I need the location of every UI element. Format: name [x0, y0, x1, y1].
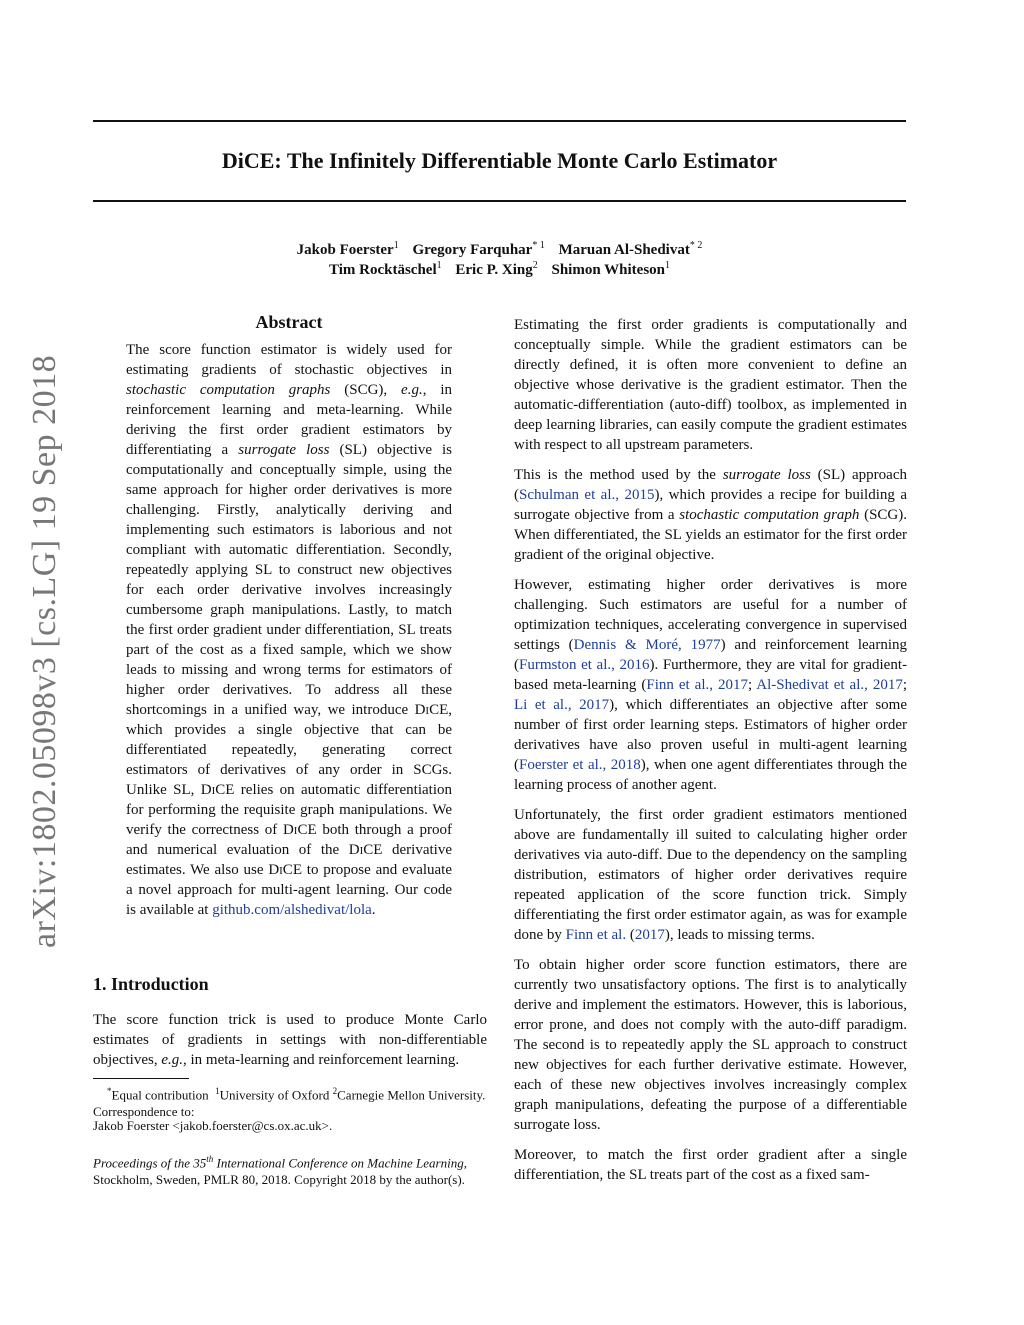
citation-link[interactable]: Foerster et al., 2018: [519, 757, 641, 773]
author: Eric P. Xing$^2$: [455, 260, 538, 278]
abstract-text: The score function estimator is widely used for estimating gradients of stochastic objectives in stochastic computation graphs (SCG), e.g., in reinforcement learning and meta-learning. While deriving the first order gradient estimators by differentiating a surrogate loss (SL) objective is computationally and conceptually simple, using the same approach for higher order derivatives is more challenging. Firstly, analytically deriving and implementing such estimators is laborious and not compliant with automatic differentiation. Secondly, repeatedly applying SL to construct new objectives for each order derivative involves increasingly cumbersome graph manipulations. Lastly, to match the first order gradient under differentiation, SL treats part of the cost as a fixed sample, which we show leads to missing and wrong terms for estimators of higher order derivatives. To address all these shortcomings in a unified way, we introduce DiCE, which provides a single objective that can be differentiated repeatedly, generating correct estimators of derivatives of any order in SCGs. Unlike SL, DiCE relies on automatic differentiation for performing the requisite graph manipulations. We verify the correctness of DiCE both through a proof and numerical evaluation of the DiCE derivative estimates. We also use DiCE to propose and evaluate a novel approach for multi-agent learning. Our code is available at github.com/alshedivat/lola.: [126, 342, 453, 918]
right-paragraph-5: To obtain higher order score function estimators, there are currently two unsatisfactory options. The first is to analytically derive and implement the estimators. However, this is laborious, error prone, and does not comply with the auto-diff paradigm. The second is to repeatedly apply the SL approach to construct new objectives for each further derivative estimate. However, each of these new objectives involves increasingly complex graph manipulations, defeating the purpose of a differentiable surrogate loss.: [514, 957, 907, 1133]
author: Tim Rocktäschel$^1$: [328, 260, 442, 278]
citation-link[interactable]: Dennis & Moré, 1977: [573, 637, 721, 653]
author: Gregory Farquhar$^{* 1}$: [412, 240, 545, 258]
footnote-proceedings: Proceedings of the 35th International Conference on Machine Learning, Stockholm, Sweden, PMLR 80, 2018. Copyright 2018 by the author(s).: [93, 1154, 467, 1188]
author: Jakob Foerster$^1$: [296, 240, 399, 258]
right-paragraph-2: This is the method used by the surrogate loss (SL) approach (Schulman et al., 2015), which provides a recipe for building a surrogate objective from a stochastic computation graph (SCG). When differentiated, the SL yields an estimator for the first order gradient of the original objective.: [514, 467, 908, 563]
introduction-paragraph: The score function trick is used to produce Monte Carlo estimates of gradients in settings with non-differentiable objectives, e.g., in meta-learning and reinforcement learning.: [93, 1012, 487, 1068]
title-top-rule: [93, 120, 906, 122]
introduction-heading: 1. Introduction: [93, 974, 209, 994]
right-paragraph-6: Moreover, to match the first order gradient after a single differentiation, the SL treats part of the cost as a fixed sam-: [514, 1147, 907, 1183]
arxiv-stamp: arXiv:1802.05098v3 [cs.LG] 19 Sep 2018: [26, 354, 63, 948]
abstract-heading: Abstract: [255, 312, 323, 332]
right-paragraph-3: However, estimating higher order derivatives is more challenging. Such estimators are useful for a number of optimization techniques, accelerating convergence in supervised settings (Dennis & Moré, 1977) and reinforcement learning (Furmston et al., 2016). Furthermore, they are vital for gradient-based meta-learning (Finn et al., 2017; Al-Shedivat et al., 2017; Li et al., 2017), which differentiates an objective after some number of first order learning steps. Estimators of higher order derivatives have also proven useful in multi-agent learning (Foerster et al., 2018), when one agent differentiates through the learning process of another agent.: [514, 577, 908, 793]
citation-link[interactable]: Finn et al., 2017: [646, 677, 748, 693]
author: Maruan Al-Shedivat$^{* 2}$: [558, 240, 703, 258]
footnote-rule: [93, 1078, 189, 1079]
citation-link[interactable]: 2017: [634, 927, 665, 943]
footnote-contact: Jakob Foerster <jakob.foerster@cs.ox.ac.uk>.: [93, 1118, 333, 1133]
citation-link[interactable]: Finn et al.: [565, 927, 627, 943]
paper-title: DiCE: The Infinitely Differentiable Monte Carlo Estimator: [221, 148, 778, 173]
code-link[interactable]: github.com/alshedivat/lola: [212, 902, 372, 918]
footnote-affiliations: *Equal contribution $^1$University of Oxford $^2$Carnegie Mellon University. Correspondence to:: [93, 1086, 486, 1120]
citation-link[interactable]: Al-Shedivat et al., 2017: [756, 677, 903, 693]
author-line-2: [93, 256, 906, 280]
citation-link[interactable]: Schulman et al., 2015: [519, 487, 655, 503]
title-bottom-rule: [93, 200, 906, 202]
citation-link[interactable]: Furmston et al., 2016: [519, 657, 650, 673]
author: Shimon Whiteson$^1$: [551, 260, 671, 278]
right-paragraph-4: Unfortunately, the first order gradient estimators mentioned above are fundamentally ill suited to calculating higher order derivatives via auto-diff. Due to the dependency on the sampling distribution, estimators of higher order derivatives require repeated application of the score function trick. Simply differentiating the first order estimator again, as was for example done by Finn et al. (2017), leads to missing terms.: [514, 807, 907, 943]
citation-link[interactable]: Li et al., 2017: [514, 697, 610, 713]
right-paragraph-1: Estimating the first order gradients is computationally and conceptually simple. While the gradient estimators can be directly defined, it is often more convenient to define an objective whose derivative is the gradient estimator. Then the automatic-differentiation (auto-diff) toolbox, as implemented in deep learning libraries, can easily compute the gradient estimates with respect to all upstream parameters.: [514, 317, 907, 453]
